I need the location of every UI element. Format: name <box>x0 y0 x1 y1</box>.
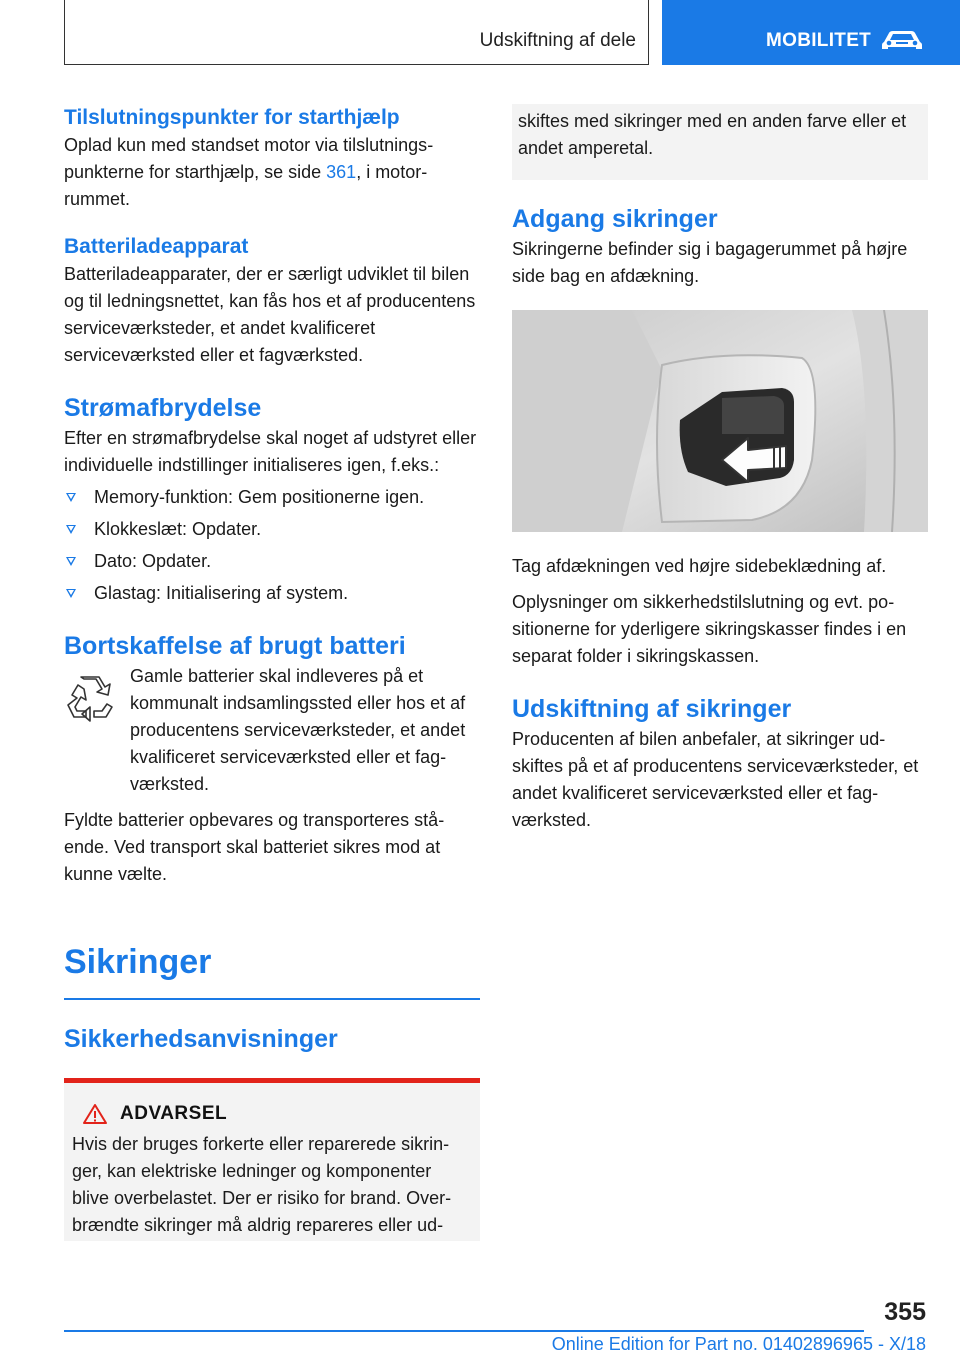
list-item <box>64 580 480 607</box>
disposal-text <box>64 663 480 798</box>
footer-rule <box>64 1330 864 1332</box>
fuses-title-rule <box>64 998 480 1000</box>
list-item <box>64 516 480 543</box>
warning-box-continued <box>512 104 928 180</box>
safety-heading: Sikkerhedsanvisninger <box>64 1024 338 1053</box>
replace-heading: Udskiftning af sikringer <box>512 695 792 723</box>
replace-text: Producenten af bilen anbefaler, at sikringer udskiftes på et af producentens serviceværksteder, et andet kvalificeret serviceværksted eller et fagværksted. <box>512 729 919 830</box>
triangle-bullet-icon <box>66 493 76 502</box>
triangle-bullet-icon <box>66 589 76 598</box>
charger-text: Batteriladeapparater, der er særligt udviklet til bilen og til ledningsnettet, kan fås hos et af producentens serviceværksteder, et andet kvalificeret serviceværksted eller et fagværksted. <box>64 264 476 365</box>
starthelp-text <box>64 132 480 213</box>
starthelp-text-part: Oplad kun med standset motor via tilslutningspunkterne for starthjælp, se side <box>64 135 434 182</box>
access-heading: Adgang sikringer <box>512 205 718 233</box>
triangle-bullet-icon <box>66 557 76 566</box>
left-column <box>64 100 480 1241</box>
triangle-bullet-icon <box>66 525 76 534</box>
power-bullet-list <box>64 484 480 607</box>
car-icon <box>880 28 924 52</box>
photo-caption: Tag afdækningen ved højre sidebeklædning af. <box>512 556 887 576</box>
header-frame <box>64 0 649 65</box>
disposal-text-content: Gamle batterier skal indleveres på et kommunalt indsamlingssted eller hos et af producentens serviceværksteder, et andet kvalificeret serviceværksted eller et fagværksted. <box>130 666 466 794</box>
warning-label: ADVARSEL <box>120 1102 228 1124</box>
warning-continued-text: skiftes med sikringer med en anden farve eller et andet amperetal. <box>518 111 907 158</box>
list-item-text: Glastag: Initialisering af system. <box>94 583 349 603</box>
warning-box <box>64 1078 480 1241</box>
power-heading: Strømafbrydelse <box>64 394 262 422</box>
right-column <box>512 104 928 834</box>
starthelp-text-part: , i motorrummet. <box>64 162 428 209</box>
page-link-361[interactable]: 361 <box>326 162 357 182</box>
warning-head <box>82 1103 472 1125</box>
chapter-tab[interactable] <box>662 0 960 65</box>
chapter-tab-label: MOBILITET <box>766 30 872 51</box>
info-text: Oplysninger om sikkerhedstilslutning og evt. positionerne for yderligere sikringskasser findes i en separat folder i sikringskassen. <box>512 592 907 666</box>
warning-triangle-icon <box>82 1103 108 1125</box>
edition-text: Online Edition for Part no. 01402896965 - X/18 <box>551 1334 926 1354</box>
charger-heading: Batteriladeapparat <box>64 235 249 258</box>
warning-text: Hvis der bruges forkerte eller reparerede sikringer, kan elektriske ledninger og komponenter blive overbelastet. Der er risiko for brand. Overbrændte sikringer må aldrig repareres eller ud- <box>72 1133 452 1235</box>
fuse-cover-photo <box>512 310 928 532</box>
access-text: Sikringerne befinder sig i bagagerummet på højre side bag en afdækning. <box>512 239 908 286</box>
disposal-heading: Bortskaffelse af brugt batteri <box>64 632 406 660</box>
list-item-text: Klokkeslæt: Opdater. <box>94 519 262 539</box>
starthelp-heading: Tilslutningspunkter for starthjælp <box>64 106 400 129</box>
list-item-text: Dato: Opdater. <box>94 551 212 571</box>
disposal-text2: Fyldte batterier opbevares og transporteres stående. Ved transport skal batteriet sikres mod at kunne vælte. <box>64 810 445 884</box>
disposal-block <box>64 663 480 798</box>
power-text: Efter en strømafbrydelse skal noget af udstyret eller individuelle indstillinger initialiseres igen, f.eks.: <box>64 428 477 475</box>
list-item-text: Memory-funktion: Gem positionerne igen. <box>94 487 425 507</box>
section-title: Udskiftning af dele <box>479 30 636 51</box>
fuses-title: Sikringer <box>64 943 212 981</box>
list-item <box>64 484 480 511</box>
list-item <box>64 548 480 575</box>
recycle-icon <box>64 673 116 725</box>
page-number: 355 <box>884 1298 926 1326</box>
